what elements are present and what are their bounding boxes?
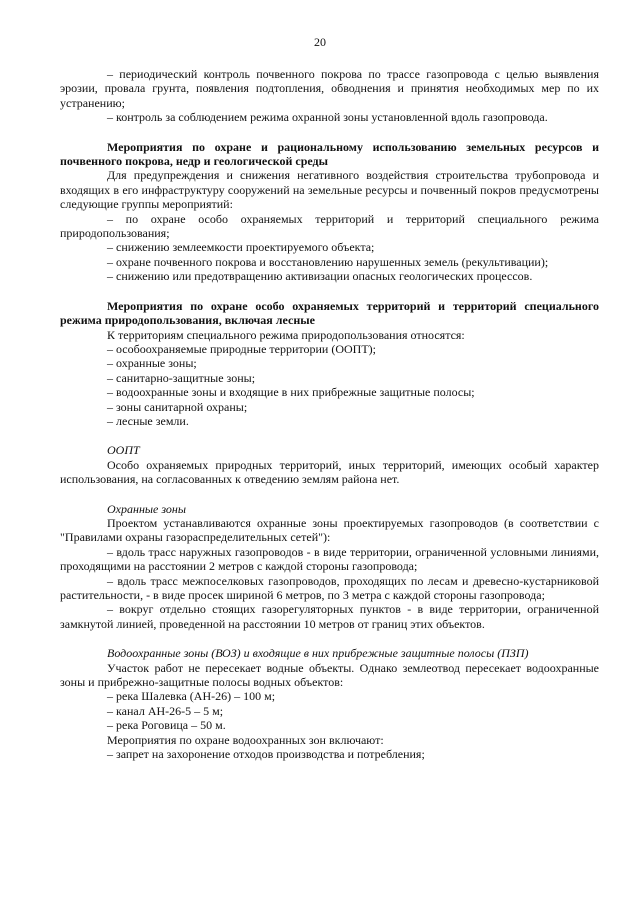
list-item: – лесные земли. bbox=[107, 413, 189, 428]
paragraph: Для предупреждения и снижения негативного воздействия строительства трубопровода и входящих в его инфраструктуру сооружений на земельные ресурсы и почвенный покров предусмотрены следующие группы мероприятий: bbox=[60, 168, 599, 212]
list-item: – канал АН-26-5 – 5 м; bbox=[107, 703, 224, 718]
list-item: – охранные зоны; bbox=[107, 356, 197, 371]
paragraph: Проектом устанавливаются охранные зоны проектируемых газопроводов (в соответствии с "Правилами охраны газораспределительных сетей"): bbox=[60, 515, 599, 545]
paragraph: Особо охраняемых природных территорий, иных территорий, имеющих особый характер использования, на согласованных к отведению землям района нет. bbox=[60, 457, 599, 487]
list-item: – снижению или предотвращению активизации опасных геологических процессов. bbox=[107, 269, 533, 284]
list-item: – охране почвенного покрова и восстановлению нарушенных земель (рекультивации); bbox=[107, 254, 549, 269]
list-item: – контроль за соблюдением режима охранной зоны установленной вдоль газопровода. bbox=[107, 110, 548, 125]
paragraph: К территориям специального режима природопользования относятся: bbox=[107, 327, 465, 342]
subsection-heading: ООПТ bbox=[107, 443, 140, 458]
list-item: – санитарно-защитные зоны; bbox=[107, 370, 256, 385]
list-item: – вдоль трасс наружных газопроводов - в виде территории, ограниченной условными линиями, проходящими на расстоянии 2 метров с каждой стороны газопровода; bbox=[60, 544, 599, 574]
list-item: – вдоль трасс межпоселковых газопроводов, проходящих по лесам и древесно-кустарниковой растительности, - в виде просек шириной 6 метров, по 3 метра с каждой стороны газопровода; bbox=[60, 573, 599, 602]
page-number: 20 bbox=[314, 35, 326, 49]
paragraph: Участок работ не пересекает водные объекты. Однако землеотвод пересекает водоохранные зоны и прибрежно-защитные полосы водных объектов: bbox=[60, 660, 599, 690]
list-item: – запрет на захоронение отходов производства и потребления; bbox=[107, 747, 425, 762]
list-item: – периодический контроль почвенного покрова по трассе газопровода с целью выявления эрозии, провала грунта, появления подтопления, обводнения и принятия необходимых мер по их устранению; bbox=[60, 67, 599, 110]
list-item: – зоны санитарной охраны; bbox=[107, 399, 248, 414]
section-heading: Мероприятия по охране особо охраняемых территорий и территорий специального режима природопользования, включая лесные bbox=[60, 298, 599, 328]
list-item: – река Шалевка (АН-26) – 100 м; bbox=[107, 689, 276, 704]
subsection-heading: Водоохранные зоны (ВОЗ) и входящие в них прибрежные защитные полосы (ПЗП) bbox=[107, 646, 529, 661]
section-heading: Мероприятия по охране и рациональному использованию земельных ресурсов и почвенного покрова, недр и геологической среды bbox=[60, 139, 599, 169]
list-item: – снижению землеемкости проектируемого объекта; bbox=[107, 240, 375, 255]
paragraph: Мероприятия по охране водоохранных зон включают: bbox=[107, 732, 384, 747]
list-item: – вокруг отдельно стоящих газорегуляторных пунктов - в виде территории, ограниченной замкнутой линией, проведенной на расстоянии 10 метров от границ этих объектов. bbox=[60, 602, 599, 631]
list-item: – река Роговица – 50 м. bbox=[107, 718, 226, 733]
document-body bbox=[60, 67, 599, 761]
subsection-heading: Охранные зоны bbox=[107, 501, 186, 516]
list-item: – водоохранные зоны и входящие в них прибрежные защитные полосы; bbox=[107, 385, 475, 400]
list-item: – особоохраняемые природные территории (ООПТ); bbox=[107, 341, 376, 356]
list-item: – по охране особо охраняемых территорий и территорий специального режима природопользования; bbox=[60, 211, 599, 241]
